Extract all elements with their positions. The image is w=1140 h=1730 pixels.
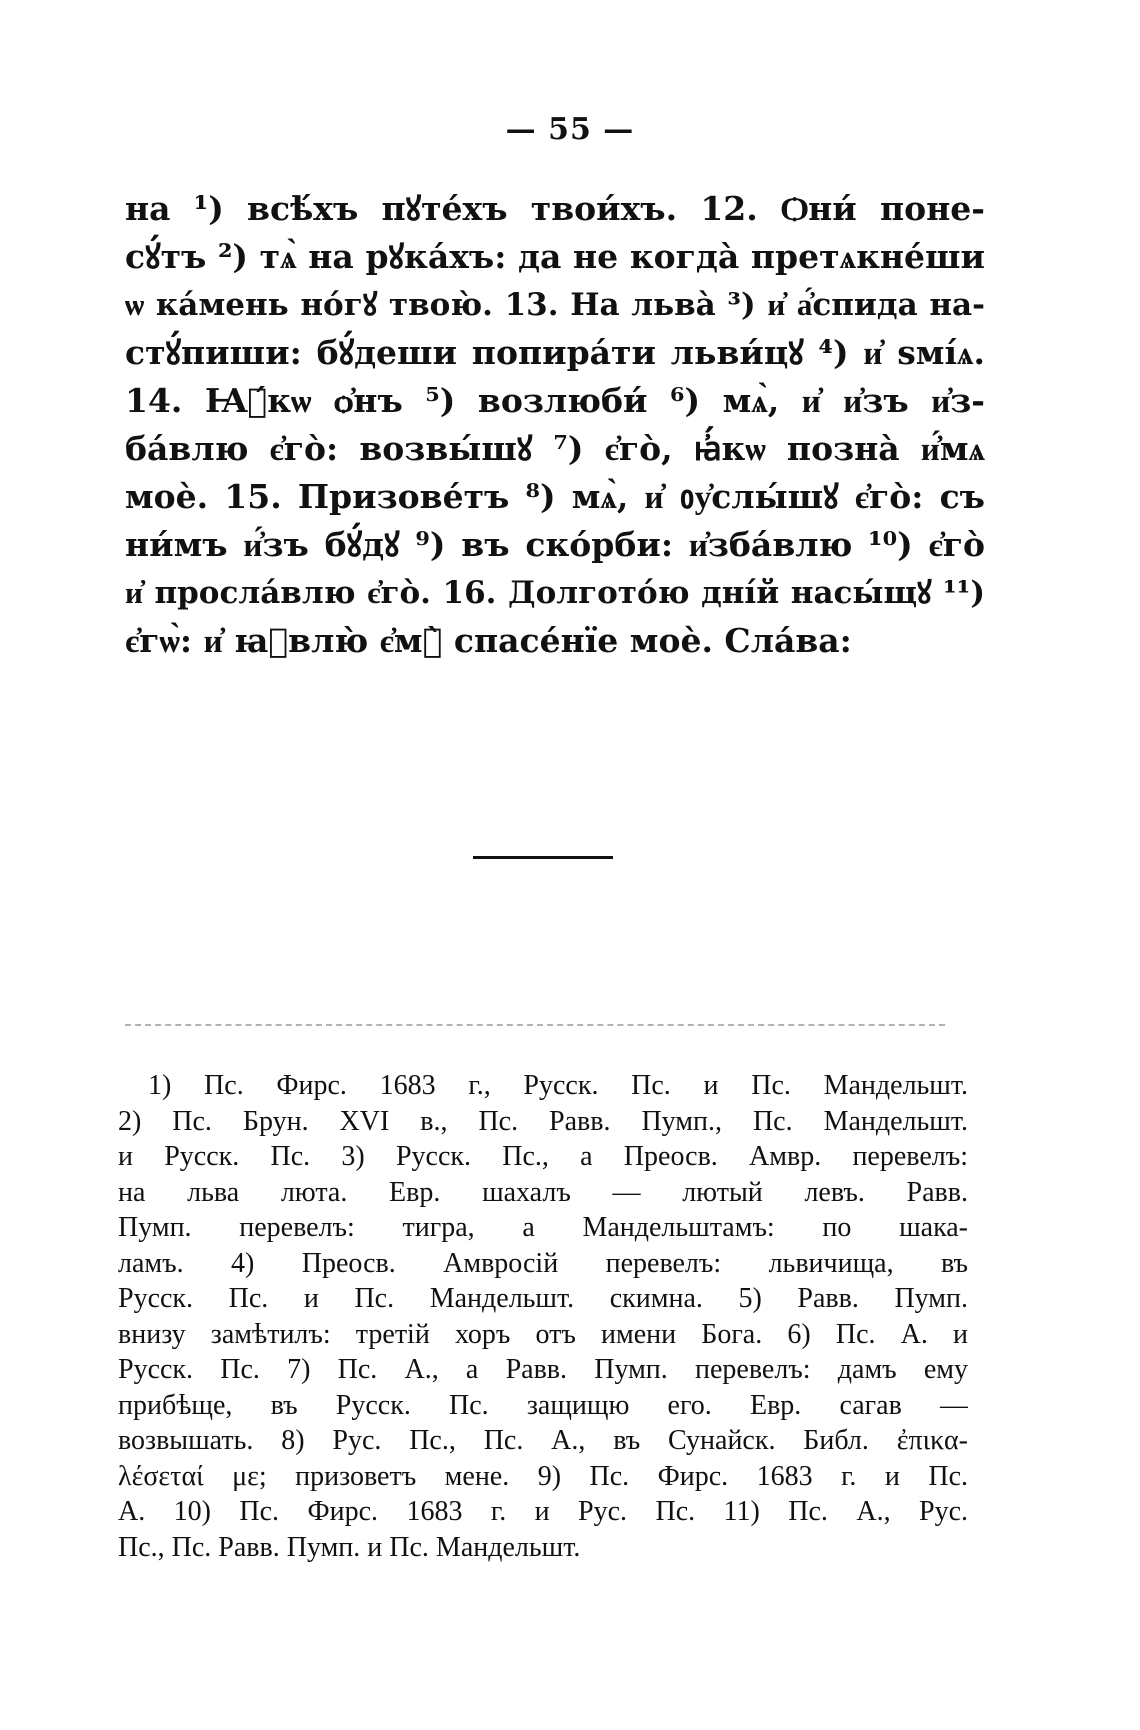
footnote-line: А. 10) Пс. Фирс. 1683 г. и Рус. Пс. 11) Пс. А., Рус. — [118, 1496, 968, 1527]
footnote-line: ламъ. 4) Преосв. Амвросій перевелъ: львичища, въ — [118, 1247, 968, 1279]
psalm-line: ни́мъ и҆́зъ бꙋ́дꙋ ⁹) въ ско́рби: и҆зба́влю ¹⁰) є҆го̀ — [125, 525, 985, 564]
footnote-line: Пс., Пс. Равв. Пумп. и Пс. Мандельшт. — [118, 1531, 581, 1563]
footnote-line: Пумп. перевелъ: тигра, а Мандельштамъ: по шака- — [118, 1212, 968, 1243]
psalm-line: є҆гѡ̀: и҆ ꙗ҆влю̀ є҆мꙋ̀ спасе́нїе моѐ. Сла́ва: — [125, 621, 852, 660]
psalm-line: стꙋ́пиши: бꙋ́деши попира́ти льви́цꙋ ⁴) и҆ ѕмі́ѧ. — [125, 333, 985, 372]
footnote-line: возвышать. 8) Рус. Пс., Пс. А., въ Сунайск. Библ. ἐπικα- — [118, 1425, 968, 1456]
footnote-line: 1) Пс. Фирс. 1683 г., Русск. Пс. и Пс. Мандельшт. — [148, 1070, 968, 1101]
footnote-line: λέσεταί με; призоветъ мене. 9) Пс. Фирс. 1683 г. и Пс. — [118, 1460, 968, 1492]
footnote-line: Русск. Пс. и Пс. Мандельшт. скимна. 5) Равв. Пумп. — [118, 1283, 968, 1314]
psalm-line: ба́влю є҆го̀: возвы́шꙋ ⁷) є҆го̀, ꙗ҆́кѡ позна̀ и҆́мѧ — [125, 429, 985, 468]
psalm-line: и҆ просла́влю є҆го̀. 16. Долгото́ю дні́й насы́щꙋ ¹¹) — [125, 575, 985, 611]
footnote-line: на льва люта. Евр. шахалъ — лютый левъ. Равв. — [118, 1176, 968, 1208]
psalm-line: 14. Ꙗ҆́кѡ ѻ҆нъ ⁵) возлюби́ ⁶) мѧ̀, и҆ и҆зъ и҆з- — [125, 381, 985, 420]
page-number: — 55 — — [505, 112, 635, 147]
psalm-line: сꙋ́тъ ²) тѧ̀ на рꙋка́хъ: да не когда̀ претѧкне́ши — [125, 237, 985, 276]
psalm-line: на ¹) всѣ́хъ пꙋте́хъ твои́хъ. 12. Ѻни́ поне- — [125, 189, 985, 228]
psalm-line: моѐ. 15. Призове́тъ ⁸) мѧ̀, и҆ ᲂу҆слы́шꙋ є҆го̀: съ — [125, 477, 985, 516]
psalm-text — [125, 185, 985, 665]
footnote-line: Русск. Пс. 7) Пс. А., а Равв. Пумп. перевелъ: дамъ ему — [118, 1354, 968, 1385]
footnotes — [118, 1068, 968, 1565]
footnote-line: прибѣще, въ Русск. Пс. защищю его. Евр. сагав — — [118, 1389, 968, 1421]
section-divider — [473, 856, 613, 859]
footnote-line: 2) Пс. Брун. XVI в., Пс. Равв. Пумп., Пс. Мандельшт. — [118, 1105, 968, 1137]
footnote-line: внизу замѣтилъ: третій хоръ отъ имени Бога. 6) Пс. А. и — [118, 1318, 968, 1350]
footnote-line: и Русск. Пс. 3) Русск. Пс., а Преосв. Амвр. перевелъ: — [118, 1141, 968, 1172]
footnote-divider — [125, 1024, 945, 1026]
psalm-line: ѡ ка́мень но́гꙋ твою̀. 13. На льва̀ ³) и҆ а҆́спида на- — [125, 287, 985, 323]
